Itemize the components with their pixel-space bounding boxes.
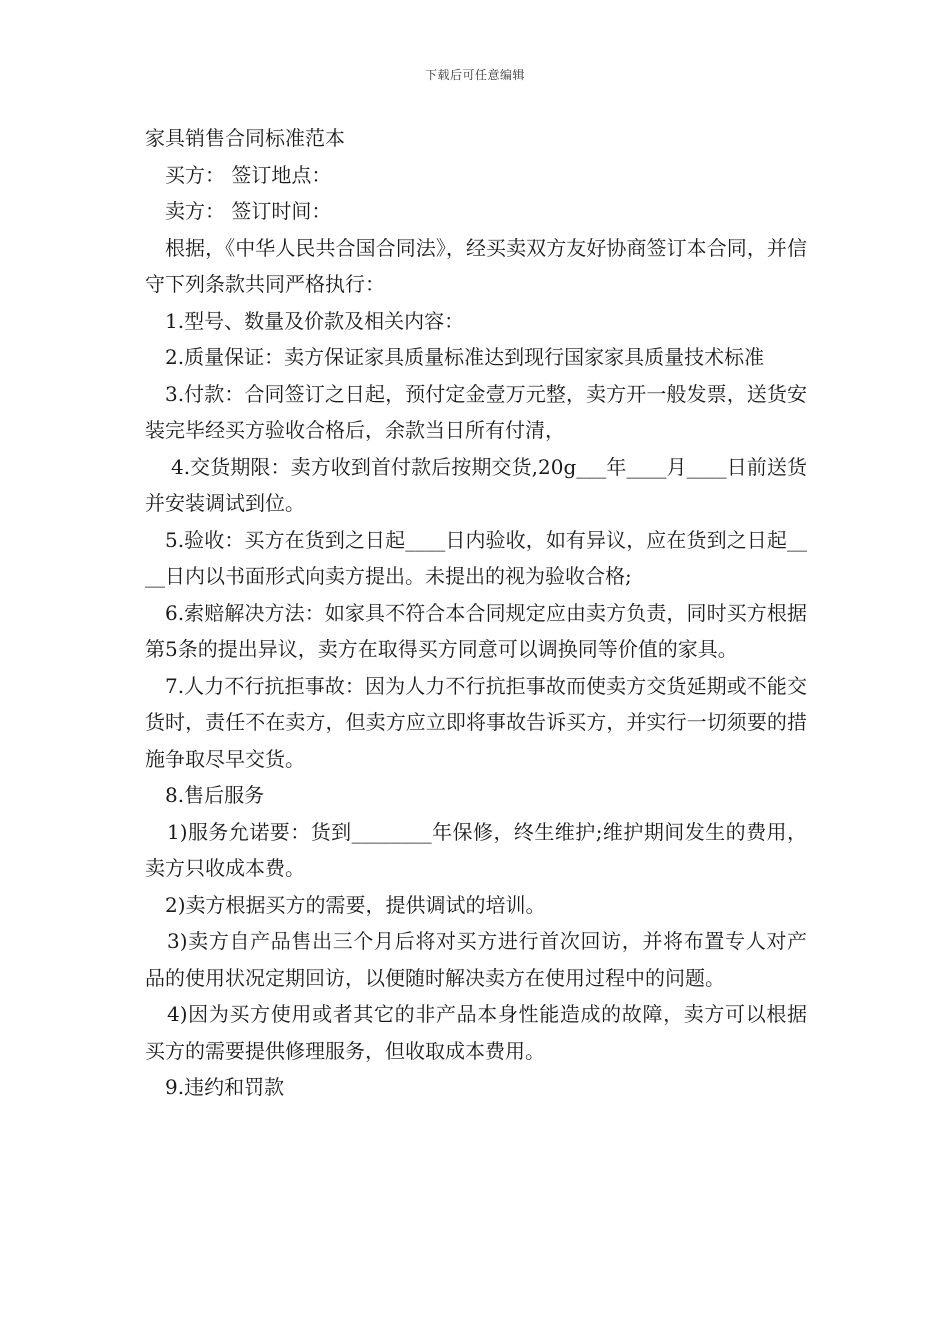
buyer-line: 买方： 签订地点： — [165, 162, 332, 187]
service-item-2: 2)卖方根据买方的需要，提供调试的培训。 — [165, 892, 546, 917]
document-body — [145, 120, 807, 1106]
service-item-1: 1)服务允诺要：货到________年保修，终生维护;维护期间发生的费用，卖方只收成本费。 — [145, 819, 807, 880]
clause-3: 3.付款：合同签订之日起，预付定金壹万元整，卖方开一般发票，送货安装完毕经买方验收合格后，余款当日所有付清， — [145, 381, 807, 442]
clause-8-heading: 8.售后服务 — [165, 783, 265, 807]
clause-4: 4.交货期限：卖方收到首付款后按期交货,20g___年____月____日前送货并安装调试到位。 — [145, 454, 807, 515]
preamble-paragraph: 根据，《中华人民共合国合同法》，经买卖双方友好协商签订本合同，并信守下列条款共同严格执行： — [145, 235, 807, 296]
clause-5: 5.验收：买方在货到之日起____日内验收，如有异议，应在货到之日起____日内以书面形式向卖方提出。未提出的视为验收合格; — [145, 527, 807, 588]
clause-1: 1.型号、数量及价款及相关内容： — [165, 308, 465, 333]
clause-6: 6.索赔解决方法：如家具不符合本合同规定应由卖方负责，同时买方根据第5条的提出异议，卖方在取得买方同意可以调换同等价值的家具。 — [145, 600, 807, 661]
clause-2: 2.质量保证：卖方保证家具质量标准达到现行国家家具质量技术标准 — [165, 345, 765, 369]
clause-7: 7.人力不行抗拒事故：因为人力不行抗拒事故而使卖方交货延期或不能交货时，责任不在卖方，但卖方应立即将事故告诉买方，并实行一切须要的措施争取尽早交货。 — [145, 673, 807, 771]
page-header: 下载后可任意编辑 — [424, 68, 525, 82]
service-item-4: 4)因为买方使用或者其它的非产品本身性能造成的故障，卖方可以根据买方的需要提供修理服务，但收取成本费用。 — [145, 1002, 807, 1063]
document-title: 家具销售合同标准范本 — [145, 126, 345, 150]
service-item-3: 3)卖方自产品售出三个月后将对买方进行首次回访，并将布置专人对产品的使用状况定期回访，以便随时解决卖方在使用过程中的问题。 — [145, 929, 807, 990]
seller-line: 卖方： 签订时间： — [165, 199, 332, 223]
clause-9-heading: 9.违约和罚款 — [165, 1075, 285, 1099]
